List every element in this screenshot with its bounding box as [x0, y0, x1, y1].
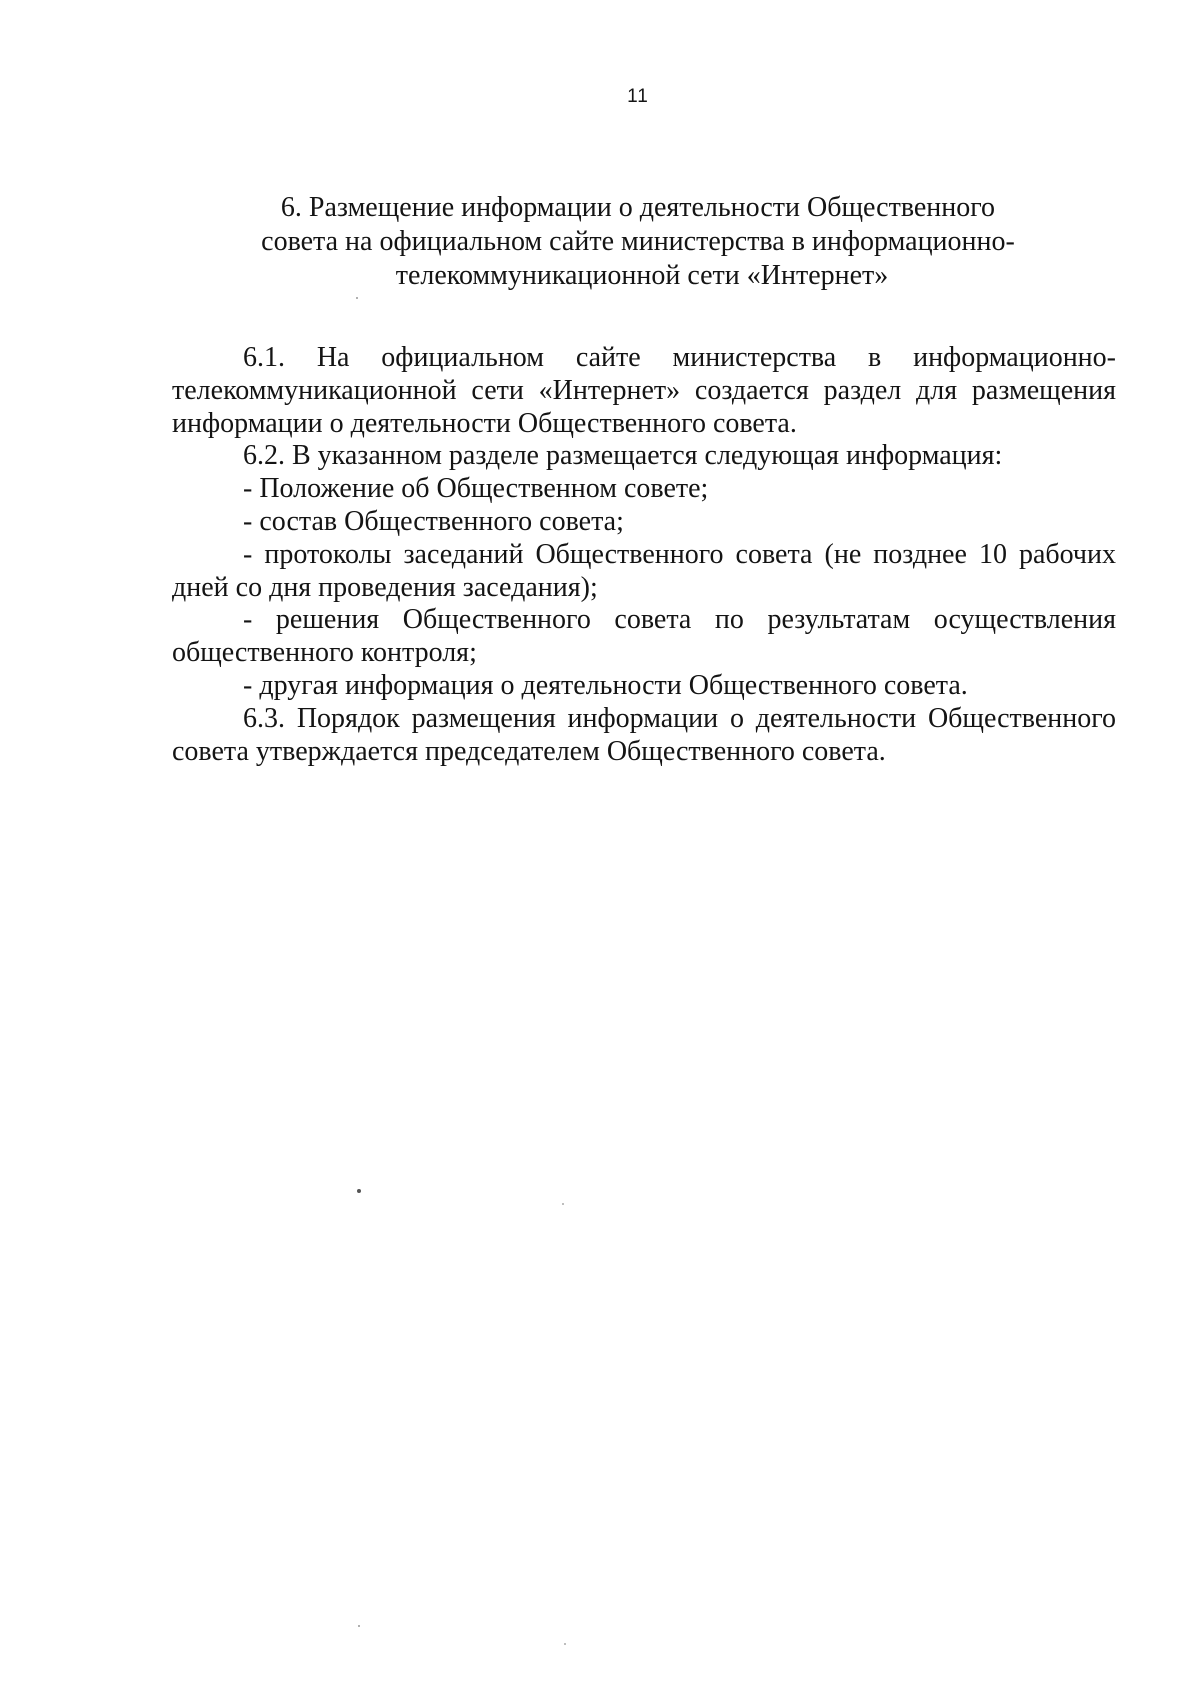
section-title-line: совета на официальном сайте министерства в информационно-	[261, 226, 1015, 257]
scan-speck	[356, 297, 358, 299]
list-item-regulation: - Положение об Общественном совете;	[243, 473, 709, 505]
list-item-protocols: - протоколы заседаний Общественного совета (не позднее 10 рабочих дней со дня проведения заседания);	[172, 538, 1116, 603]
page-number: 11	[627, 86, 649, 107]
paragraph-6-2: 6.2. В указанном разделе размещается следующая информация:	[243, 440, 1003, 472]
scan-speck	[357, 1189, 361, 1193]
paragraph-6-1: 6.1. На официальном сайте министерства в информационно-телекоммуникационной сети «Интернет» создается раздел для размещения информации о деятельности Общественного совета.	[172, 342, 1116, 439]
body-text	[172, 342, 1116, 768]
section-title-line: телекоммуникационной сети «Интернет»	[395, 260, 889, 291]
scan-speck	[358, 1625, 360, 1627]
paragraph-6-3: 6.3. Порядок размещения информации о деятельности Общественного совета утверждается председателем Общественного совета.	[172, 702, 1116, 767]
list-item-composition: - состав Общественного совета;	[243, 505, 624, 537]
scan-speck	[562, 1203, 564, 1205]
section-title	[0, 191, 1200, 293]
list-item-other-info: - другая информация о деятельности Общественного совета.	[243, 669, 968, 701]
list-item-decisions: - решения Общественного совета по результатам осуществления общественного контроля;	[172, 604, 1116, 669]
section-title-line: 6. Размещение информации о деятельности Общественного	[280, 192, 996, 223]
scan-speck	[564, 1643, 566, 1645]
